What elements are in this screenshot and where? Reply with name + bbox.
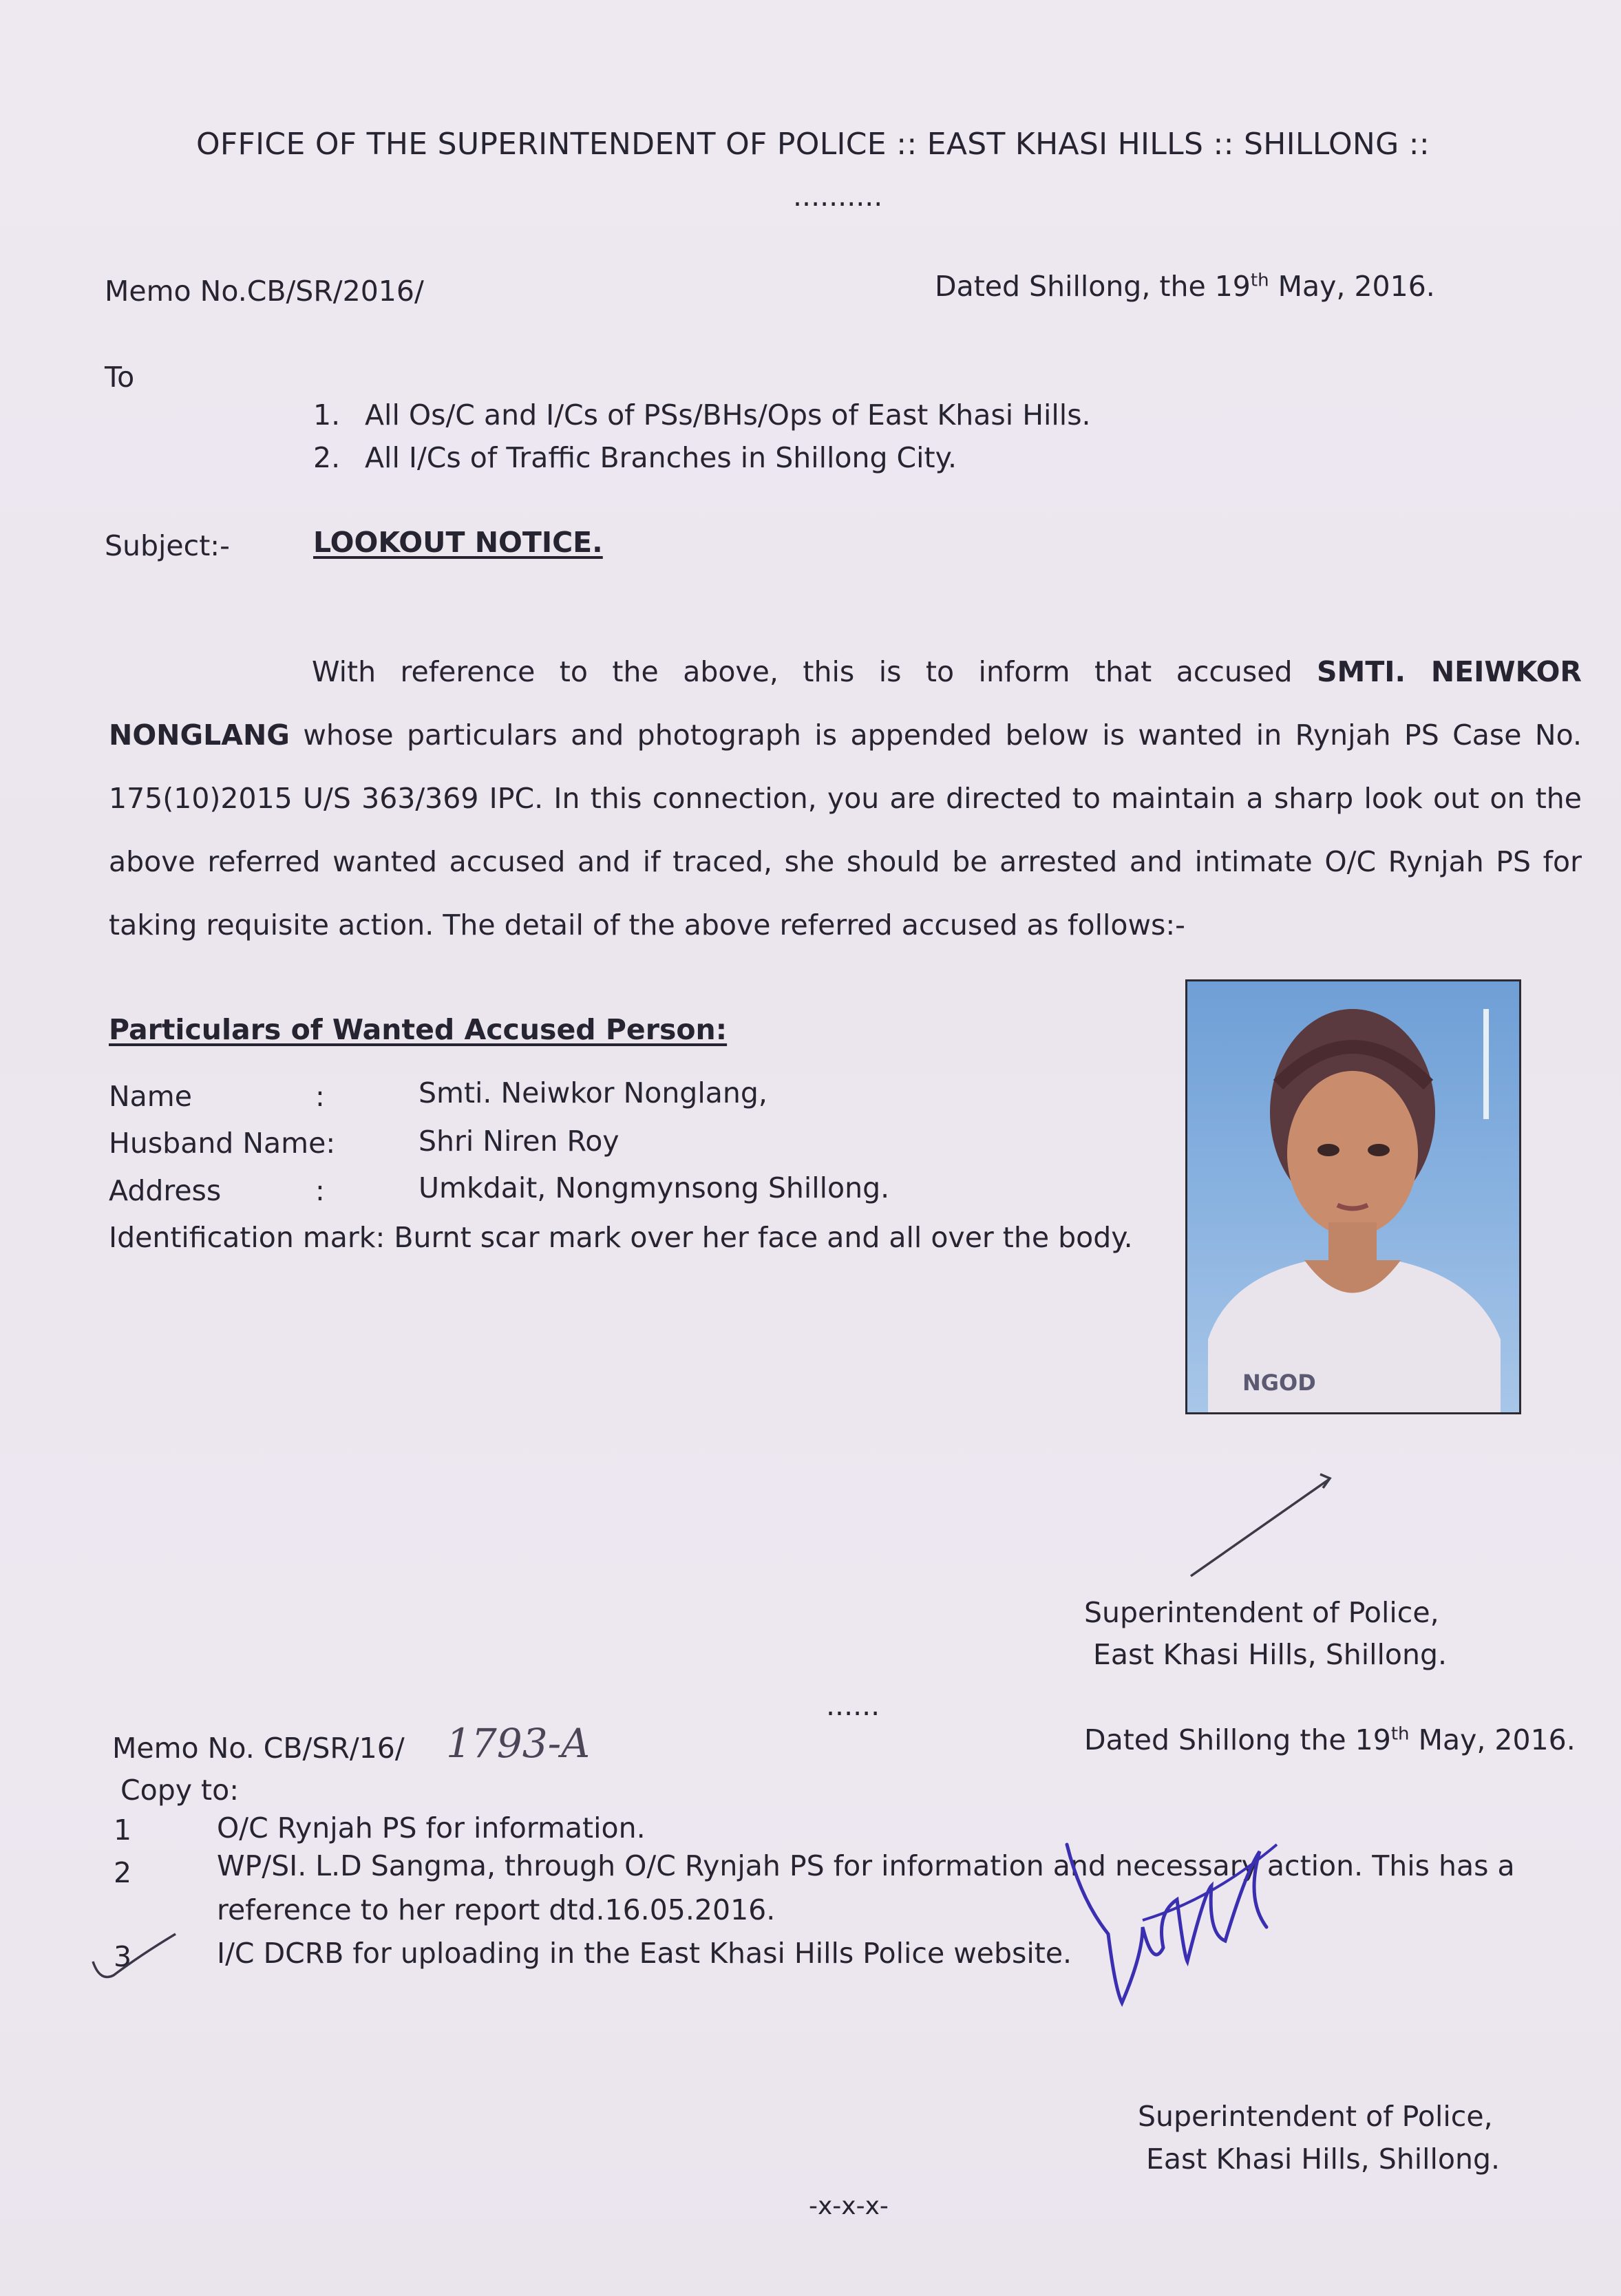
subject-label: Subject:- xyxy=(105,529,230,562)
name-label: Name xyxy=(109,1080,192,1113)
copy-item-2-text: WP/SI. L.D Sangma, through O/C Rynjah PS for information and necessary action. This has a xyxy=(217,1849,1515,1882)
copy-item-3-text: I/C DCRB for uploading in the East Khasi Hills Police website. xyxy=(217,1937,1072,1970)
husband-value: Shri Niren Roy xyxy=(419,1125,619,1158)
recipient-2-text: All I/Cs of Traffic Branches in Shillong City. xyxy=(365,441,957,474)
office-title: OFFICE OF THE SUPERINTENDENT OF POLICE :: EAST KHASI HILLS :: SHILLONG :: xyxy=(196,127,1430,162)
recipient-2-num: 2. xyxy=(313,441,341,474)
photo-portrait-icon xyxy=(1187,981,1519,1412)
address-label: Address xyxy=(109,1174,222,1207)
subject-value: LOOKOUT NOTICE. xyxy=(313,526,603,559)
signature1-line2: East Khasi Hills, Shillong. xyxy=(1093,1638,1448,1671)
copy-item-2-num: 2 xyxy=(114,1856,132,1889)
signature2-line1: Superintendent of Police, xyxy=(1138,2100,1493,2133)
to-label: To xyxy=(105,361,135,394)
name-colon: : xyxy=(315,1080,325,1113)
copy-to-label: Copy to: xyxy=(120,1774,240,1807)
body-paragraph: With reference to the above, this is to inform that accused SMTI. NEIWKOR NONGLANG whose particulars and photograph is appended below is wanted in Rynjah PS Case No. 175(10)2015 U/S 363/369 IPC. In this connection, you are directed to maintain a sharp look out on the above referred wanted accused and if traced, she should be arrested and intimate O/C Rynjah PS for taking requisite action. The detail of the above referred accused as follows:- xyxy=(109,655,1582,942)
address-colon: : xyxy=(315,1174,325,1207)
copy-item-1-num: 1 xyxy=(114,1814,132,1847)
signature-icon xyxy=(1039,1817,1287,2023)
copy-dots: ...... xyxy=(826,1689,880,1722)
memo-number: Memo No.CB/SR/2016/ xyxy=(105,275,424,308)
copy-item-2-text-cont: reference to her report dtd.16.05.2016. xyxy=(217,1893,776,1926)
signature2-line2: East Khasi Hills, Shillong. xyxy=(1146,2143,1501,2176)
memo-date: Dated Shillong, the 19th May, 2016. xyxy=(935,270,1435,303)
name-value: Smti. Neiwkor Nonglang, xyxy=(419,1076,767,1109)
end-mark: -x-x-x- xyxy=(809,2192,889,2220)
identification-mark: Identification mark: Burnt scar mark over her face and all over the body. xyxy=(109,1221,1133,1254)
accused-photograph xyxy=(1185,979,1521,1414)
photo-shirt-text: NGOD xyxy=(1242,1370,1316,1396)
header-dots: .......... xyxy=(793,180,883,213)
accused-name: SMTI. NEIWKOR NONGLANG xyxy=(109,655,1582,752)
copy-item-3-num: 3 xyxy=(114,1940,132,1973)
tick-mark-icon xyxy=(86,1927,182,1989)
address-value: Umkdait, Nongmynsong Shillong. xyxy=(419,1171,890,1204)
copy-memo-number: Memo No. CB/SR/16/ xyxy=(112,1732,405,1765)
copy-item-1-text: O/C Rynjah PS for information. xyxy=(217,1811,646,1845)
copy-memo-handwritten: 1793-A xyxy=(446,1720,591,1767)
husband-label: Husband Name: xyxy=(109,1127,336,1160)
copy-date: Dated Shillong the 19th May, 2016. xyxy=(1084,1723,1576,1756)
signature-stroke-icon xyxy=(1184,1466,1363,1590)
particulars-heading: Particulars of Wanted Accused Person: xyxy=(109,1013,728,1046)
recipient-1-num: 1. xyxy=(313,398,341,432)
signature1-line1: Superintendent of Police, xyxy=(1084,1596,1439,1629)
recipient-1-text: All Os/C and I/Cs of PSs/BHs/Ops of East Khasi Hills. xyxy=(365,398,1091,432)
